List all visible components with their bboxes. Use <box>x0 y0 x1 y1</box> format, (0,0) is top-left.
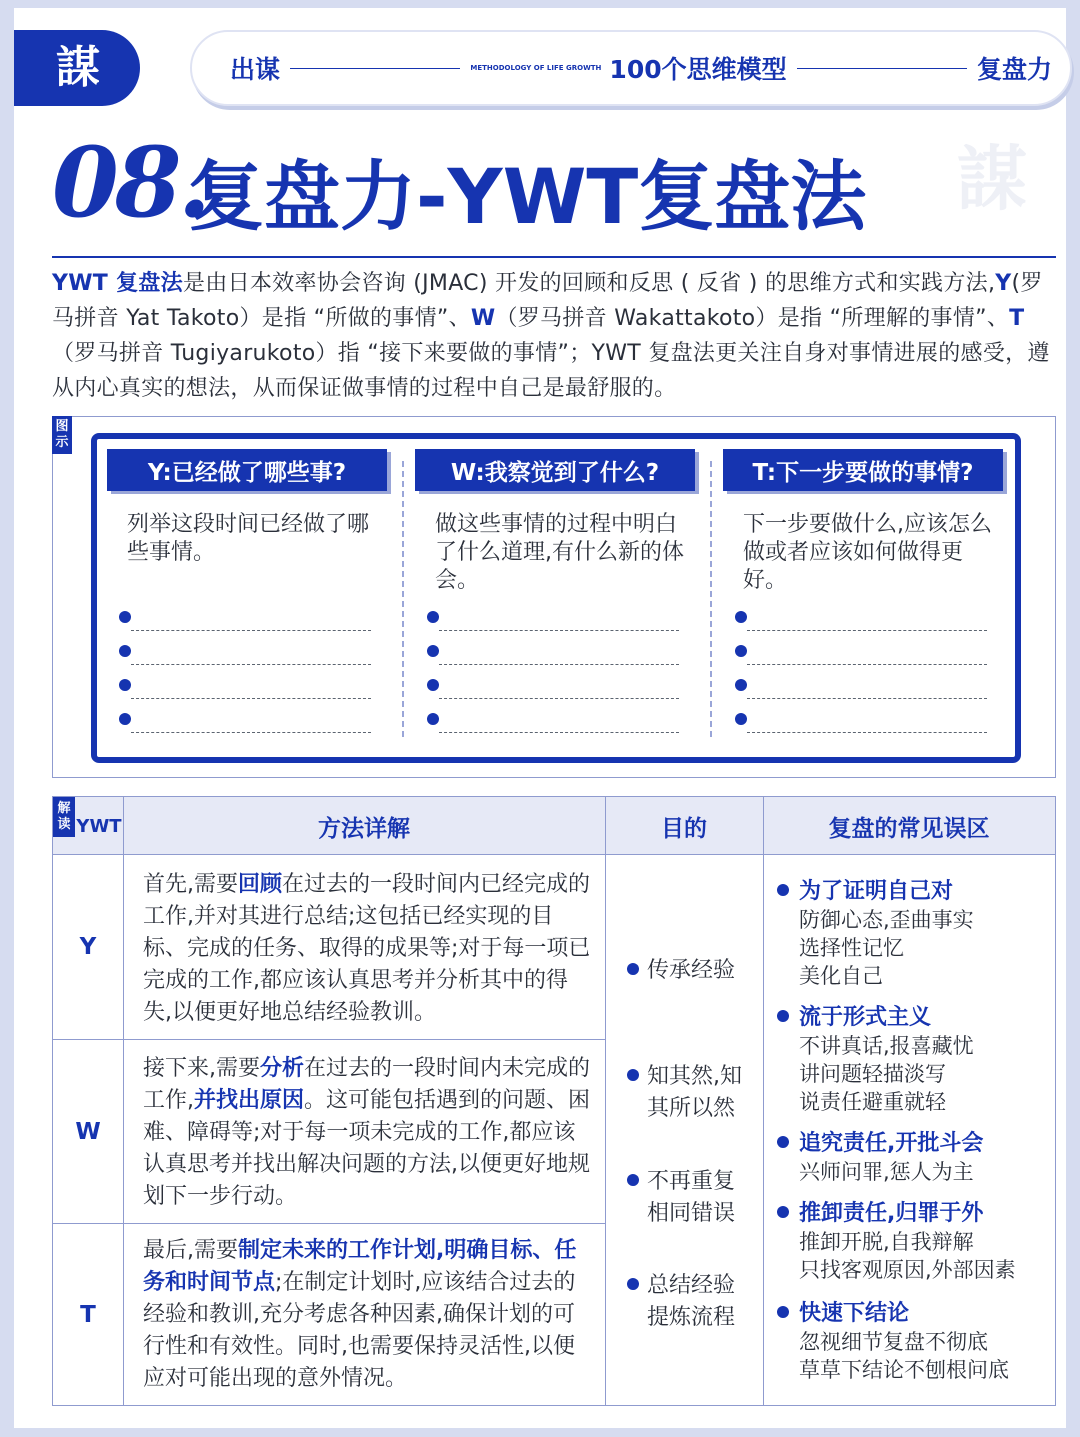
row-detail-t: 最后,需要制定未来的工作计划,明确目标、任务和时间节点;在制定计划时,应该结合过去的经验和教训,充分考虑各种因素,确保计划的可行性和有效性。同时,也需要保持灵活性,以便应对可能出现的意外情况。 <box>143 1238 577 1391</box>
diagram-tag: 图示 <box>52 416 72 454</box>
mistake-group: 追究责任,开批斗会 兴师问罪,惩人为主 <box>777 1129 1047 1186</box>
row-detail-y: 首先,需要回顾在过去的一段时间内已经完成的工作,并对其进行总结;这包括已经实现的目标、完成的任务、取得的成果等;对于每一项已完成的工作,都应该认真思考并分析其中的得失,以便更好地总结经验教训。 <box>143 872 591 1025</box>
column-divider <box>402 461 404 737</box>
intro-text: 是由日本效率协会咨询 (JMAC) 开发的回顾和反思 ( 反省 ) 的思维方式和实践方法, <box>182 271 996 296</box>
header-topic: 复盘力 <box>976 55 1052 84</box>
intro-y: Y <box>995 271 1012 296</box>
column-description: 下一步要做什么,应该怎么做或者应该如何做得更好。 <box>743 512 992 593</box>
logo-mark: 謀 <box>56 42 98 93</box>
interpretation-table <box>52 796 1056 1406</box>
column-w <box>405 439 711 757</box>
bullet-line <box>735 639 987 665</box>
header-mistakes: 复盘的常见误区 <box>828 815 990 842</box>
bullet-line <box>735 605 987 631</box>
intro-paragraph <box>52 266 1060 406</box>
column-t <box>713 439 1019 757</box>
goal-item: 知其然,知 其所以然 <box>627 1061 777 1125</box>
header-method: 方法详解 <box>318 815 410 842</box>
bullet-line <box>119 639 371 665</box>
bullet-line <box>427 605 679 631</box>
page <box>14 8 1066 1428</box>
bullet-line <box>427 707 679 733</box>
bullet-line <box>735 673 987 699</box>
row-key-t: T <box>80 1301 96 1328</box>
bullet-line <box>119 707 371 733</box>
column-description: 做这些事情的过程中明白了什么道理,有什么新的体会。 <box>435 512 684 593</box>
bullet-line <box>427 639 679 665</box>
header-series: 100个思维模型 <box>609 55 787 84</box>
row-key-w: W <box>75 1118 101 1145</box>
table-vline <box>605 797 606 1405</box>
intro-w: W <box>470 306 496 331</box>
mistake-group: 快速下结论 忽视细节复盘不彻底 草草下结论不刨根问底 <box>777 1299 1047 1384</box>
intro-text: （罗马拼音 Tugiyarukoto）指 “接下来要做的事情”；YWT 复盘法更关注自身对事情进展的感受，遵从内心真实的想法，从而保证做事情的过程中自己是最舒服的。 <box>52 341 1050 401</box>
header-brand: 出谋 <box>230 55 281 84</box>
column-description: 列举这段时间已经做了哪些事情。 <box>127 512 370 565</box>
column-heading: W:我察觉到了什么? <box>415 449 695 491</box>
bullet-line <box>119 605 371 631</box>
brand-logo <box>14 30 140 106</box>
table-vline <box>123 797 124 1405</box>
page-title: 复盘力-YWT复盘法 <box>188 152 867 241</box>
header-divider <box>797 68 967 69</box>
goal-item: 不再重复 相同错误 <box>627 1166 777 1230</box>
header-tagline: METHODOLOGY OF LIFE GROWTH <box>470 64 602 72</box>
watermark-logo: 謀 <box>957 138 1024 220</box>
column-y <box>97 439 403 757</box>
goal-item: 传承经验 <box>627 955 777 987</box>
table-header-row <box>53 797 1055 855</box>
mistake-group: 流于形式主义 不讲真话,报喜藏忧 讲问题轻描淡写 说责任避重就轻 <box>777 1003 1047 1116</box>
title-rule <box>52 256 1056 258</box>
column-heading: Y:已经做了哪些事? <box>107 449 387 491</box>
goal-item: 总结经验 提炼流程 <box>627 1270 777 1334</box>
column-divider <box>710 461 712 737</box>
header-divider <box>290 68 460 69</box>
mistake-group: 为了证明自己对 防御心态,歪曲事实 选择性记忆 美化自己 <box>777 877 1047 990</box>
mistake-group: 推卸责任,归罪于外 推卸开脱,自我辩解 只找客观原因,外部因素 <box>777 1199 1047 1284</box>
table-tag: 解读 <box>53 797 75 837</box>
column-heading: T:下一步要做的事情? <box>723 449 1003 491</box>
diagram-section <box>52 416 1056 778</box>
intro-t: T <box>1009 306 1025 331</box>
table-hline <box>53 1223 605 1224</box>
bullet-line <box>119 673 371 699</box>
intro-term: YWT 复盘法 <box>52 271 183 296</box>
bullet-line <box>735 707 987 733</box>
row-detail-w: 接下来,需要分析在过去的一段时间内未完成的工作,并找出原因。这可能包括遇到的问题、困难、障碍等;对于每一项未完成的工作,都应该认真思考并找出解决问题的方法,以便更好地规划下一步行动。 <box>143 1056 591 1209</box>
bullet-line <box>427 673 679 699</box>
title-number: 08. <box>52 126 208 239</box>
table-hline <box>53 1039 605 1040</box>
intro-text: （罗马拼音 Wakattakoto）是指 “所理解的事情”、 <box>495 306 1010 331</box>
row-key-y: Y <box>79 934 97 960</box>
header-goal: 目的 <box>661 815 707 842</box>
intro-text: (罗马拼音 Yat Takoto）是指 “所做的事情”、 <box>52 271 1043 331</box>
diagram-frame <box>91 433 1021 763</box>
header-bar <box>190 30 1072 106</box>
header-ywt: YWT <box>76 815 122 837</box>
